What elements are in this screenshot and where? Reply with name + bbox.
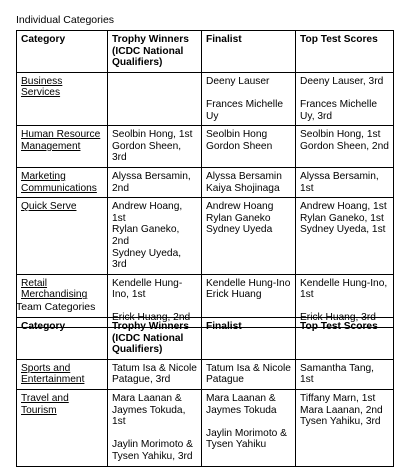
header-row bbox=[17, 31, 394, 73]
header-row bbox=[17, 318, 394, 360]
finalist-line bbox=[206, 87, 291, 99]
top-test-scores-line: Frances Michelle Uy, 3rd bbox=[300, 98, 377, 122]
category-link[interactable]: Business Services bbox=[21, 75, 63, 99]
finalist-line: Gordon Sheen bbox=[206, 140, 273, 152]
finalist-line: Alyssa Bersamin bbox=[206, 170, 282, 182]
trophy-winners-cell bbox=[108, 389, 202, 466]
finalist-cell bbox=[202, 72, 296, 125]
table-row bbox=[17, 72, 394, 125]
trophy-winners-line: Gordon Sheen, 3rd bbox=[112, 140, 182, 164]
header-finalist: Finalist bbox=[202, 31, 296, 73]
category-cell bbox=[17, 72, 108, 125]
trophy-winners-line: Jaylin Morimoto & Tysen Yahiku, 3rd bbox=[112, 439, 193, 462]
table-row bbox=[17, 389, 394, 466]
finalist-line: Kaiya Shojinaga bbox=[206, 182, 280, 194]
top-test-scores-line: Seolbin Hong, 1st bbox=[300, 129, 381, 141]
top-test-scores-line: Deeny Lauser, 3rd bbox=[300, 75, 384, 87]
finalist-line: Mara Laanan & Jaymes Tokuda bbox=[206, 392, 277, 416]
table-row bbox=[17, 359, 394, 389]
table-row bbox=[17, 126, 394, 168]
finalist-line: Andrew Hoang bbox=[206, 201, 274, 213]
trophy-winners-line: Rylan Ganeko, 2nd bbox=[112, 224, 180, 247]
finalist-line: Tatum Isa & Nicole Patague bbox=[206, 362, 291, 386]
finalist-line bbox=[206, 416, 291, 428]
category-cell bbox=[17, 359, 108, 389]
trophy-winners-cell bbox=[108, 198, 202, 275]
top-test-scores-line: Andrew Hoang, 1st bbox=[300, 201, 387, 213]
top-test-scores-cell bbox=[296, 72, 394, 125]
header-finalist: Finalist bbox=[202, 318, 296, 360]
top-test-scores-line: Mara Laanan, 2nd bbox=[300, 404, 383, 416]
finalist-line: Deeny Lauser bbox=[206, 75, 270, 87]
category-link[interactable]: Travel and Tourism bbox=[21, 392, 69, 416]
trophy-winners-line: Seolbin Hong, 1st bbox=[112, 129, 193, 141]
category-cell bbox=[17, 167, 108, 197]
top-test-scores-line: Erick Huang, 3rd bbox=[300, 312, 376, 324]
top-test-scores-line: Sydney Uyeda, 1st bbox=[300, 224, 386, 236]
category-cell bbox=[17, 198, 108, 275]
category-cell bbox=[17, 126, 108, 168]
team-categories-title: Team Categories bbox=[16, 301, 96, 313]
top-test-scores-cell bbox=[296, 359, 394, 389]
finalist-line: Jaylin Morimoto & Tysen Yahiku bbox=[206, 427, 287, 451]
finalist-line: Erick Huang bbox=[206, 289, 262, 301]
finalist-cell bbox=[202, 198, 296, 275]
finalist-line: Kendelle Hung-Ino bbox=[206, 277, 291, 289]
category-link[interactable]: Marketing Communications bbox=[21, 170, 97, 194]
top-test-scores-line bbox=[300, 87, 389, 99]
header-category: Category bbox=[17, 318, 108, 360]
team-categories-table bbox=[16, 317, 394, 467]
category-link[interactable]: Quick Serve bbox=[21, 201, 77, 213]
top-test-scores-line: Alyssa Bersamin, 1st bbox=[300, 170, 379, 194]
category-cell bbox=[17, 389, 108, 466]
top-test-scores-cell bbox=[296, 167, 394, 197]
trophy-winners-line bbox=[112, 428, 197, 440]
header-category: Category bbox=[17, 31, 108, 73]
top-test-scores-line: Tysen Yahiku, 3rd bbox=[300, 416, 381, 428]
finalist-line: Rylan Ganeko bbox=[206, 212, 271, 224]
finalist-cell bbox=[202, 359, 296, 389]
top-test-scores-line: Tiffany Marn, 1st bbox=[300, 392, 376, 404]
finalist-cell bbox=[202, 126, 296, 168]
trophy-winners-line: Alyssa Bersamin, 2nd bbox=[112, 170, 191, 194]
trophy-winners-line bbox=[112, 301, 197, 313]
trophy-winners-line: Sydney Uyeda, 3rd bbox=[112, 247, 182, 271]
top-test-scores-cell bbox=[296, 389, 394, 466]
top-test-scores-line: Kendelle Hung-Ino, 1st bbox=[300, 277, 388, 301]
finalist-line: Sydney Uyeda bbox=[206, 224, 273, 236]
category-link[interactable]: Retail Merchandising bbox=[21, 277, 88, 301]
top-test-scores-cell bbox=[296, 198, 394, 275]
category-link[interactable]: Sports and Entertainment bbox=[21, 362, 85, 386]
trophy-winners-line: Andrew Hoang, 1st bbox=[112, 201, 183, 224]
trophy-winners-line: Erick Huang, 2nd bbox=[112, 312, 191, 324]
finalist-line: Frances Michelle Uy bbox=[206, 98, 283, 122]
individual-categories-table bbox=[16, 30, 394, 328]
header-top-test-scores: Top Test Scores bbox=[296, 318, 394, 360]
finalist-cell bbox=[202, 167, 296, 197]
trophy-winners-cell bbox=[108, 126, 202, 168]
header-top-test-scores: Top Test Scores bbox=[296, 31, 394, 73]
individual-categories-title: Individual Categories bbox=[16, 14, 115, 26]
trophy-winners-cell bbox=[108, 167, 202, 197]
category-link[interactable]: Human Resource Management bbox=[21, 129, 101, 152]
header-trophy-winners: Trophy Winners (ICDC National Qualifiers) bbox=[108, 318, 202, 360]
top-test-scores-line: Rylan Ganeko, 1st bbox=[300, 212, 384, 224]
finalist-cell bbox=[202, 389, 296, 466]
trophy-winners-cell bbox=[108, 72, 202, 125]
trophy-winners-cell bbox=[108, 359, 202, 389]
top-test-scores-line: Gordon Sheen, 2nd bbox=[300, 140, 389, 152]
finalist-line: Seolbin Hong bbox=[206, 129, 268, 141]
top-test-scores-line bbox=[300, 301, 389, 313]
top-test-scores-cell bbox=[296, 126, 394, 168]
trophy-winners-line: Tatum Isa & Nicole Patague, 3rd bbox=[112, 362, 197, 386]
trophy-winners-line: Kendelle Hung-Ino, 1st bbox=[112, 277, 183, 301]
top-test-scores-line: Samantha Tang, 1st bbox=[300, 362, 375, 386]
trophy-winners-line: Mara Laanan & Jaymes Tokuda, 1st bbox=[112, 392, 186, 428]
table-row bbox=[17, 167, 394, 197]
table-row bbox=[17, 198, 394, 275]
header-trophy-winners: Trophy Winners (ICDC National Qualifiers) bbox=[108, 31, 202, 73]
